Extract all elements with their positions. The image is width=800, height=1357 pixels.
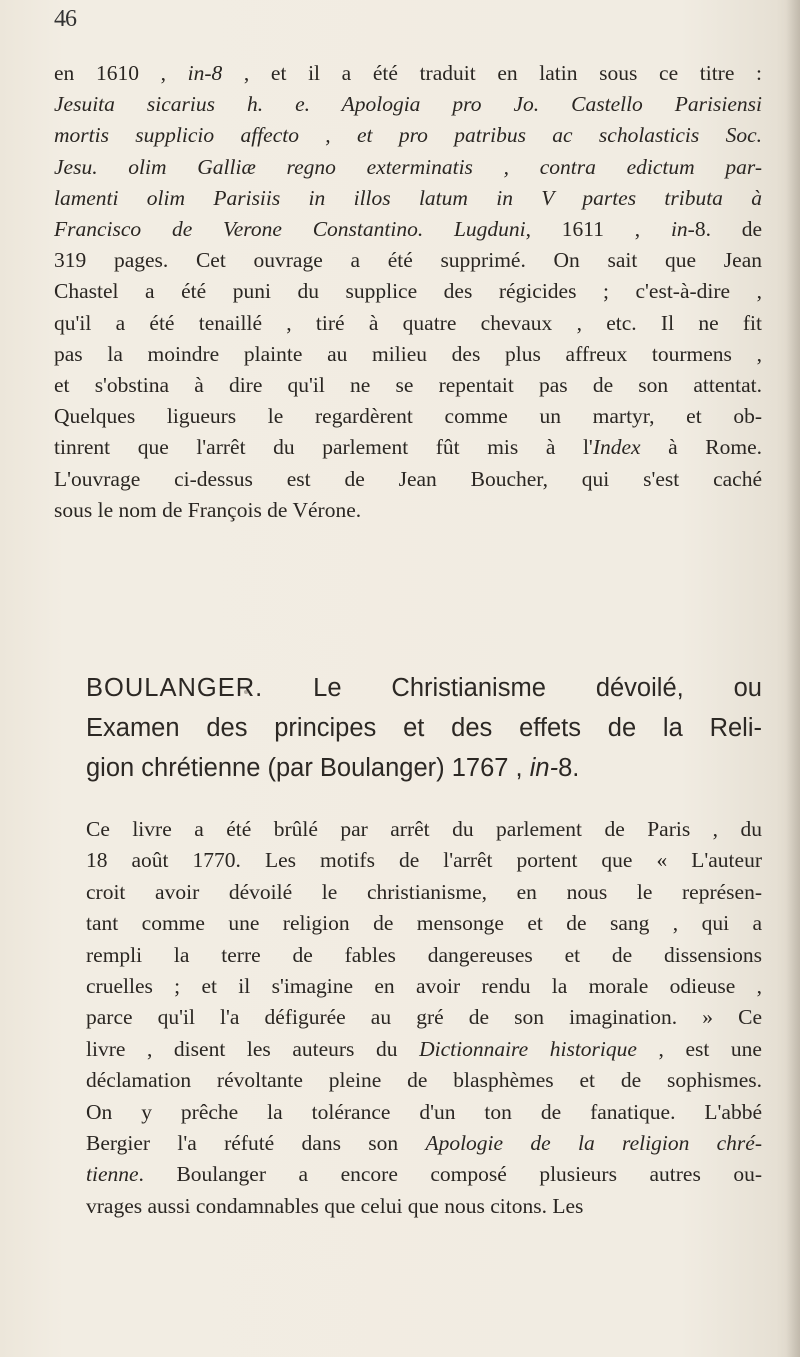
text-line xyxy=(86,877,762,908)
text-line xyxy=(86,1034,762,1065)
text-line xyxy=(54,432,762,463)
text-run: gion chrétienne (par Boulanger) 1767 , xyxy=(86,754,530,782)
italic-text-run: Index xyxy=(592,435,641,460)
heading-line xyxy=(86,668,762,708)
text-run: 18 août 1770. Les motifs de l'arrêt portent que « L'auteur xyxy=(86,848,762,873)
text-line xyxy=(54,58,762,89)
italic-text-run: in-8 xyxy=(187,61,223,85)
author-name: BOULANGER. xyxy=(86,674,264,702)
text-line xyxy=(54,214,762,245)
text-run: déclamation révoltante pleine de blasphèmes et de sophismes. xyxy=(86,1068,762,1093)
text-run: Ce livre a été brûlé par arrêt du parlement de Paris , du xyxy=(86,817,762,841)
italic-text-run: Dictionnaire historique xyxy=(419,1036,637,1061)
heading-line xyxy=(86,748,762,788)
text-line xyxy=(86,1065,762,1096)
italic-text-run: Francisco de Verone Constantino. Lugduni xyxy=(54,217,526,242)
italic-text-run: Apologie de la religion chré- xyxy=(425,1131,762,1156)
text-line xyxy=(54,183,762,214)
text-line xyxy=(54,308,762,339)
text-run: pas la moindre plainte au milieu des plus affreux tourmens , xyxy=(54,341,762,366)
text-line xyxy=(86,908,762,939)
text-run: tant comme une religion de mensonge et de sang , qui a xyxy=(86,911,762,936)
text-run: L'ouvrage ci-dessus est de Jean Boucher, qui s'est caché xyxy=(54,466,762,491)
italic-text-run: tienne xyxy=(86,1162,139,1187)
text-run: livre , disent les auteurs du xyxy=(86,1036,420,1061)
italic-text-run: Jesu. olim Galliæ regno exterminatis , contra edictum par- xyxy=(54,154,762,179)
text-run: à Rome. xyxy=(640,435,762,460)
text-run: 319 pages. Cet ouvrage a été supprimé. On sait que Jean xyxy=(54,248,762,273)
entry-jesuita-sicarius-text xyxy=(54,58,762,526)
text-line xyxy=(86,1159,762,1190)
text-line xyxy=(86,1097,762,1128)
text-line xyxy=(54,120,762,151)
text-run: sous le nom de François de Vérone. xyxy=(54,497,362,522)
italic-text-run: lamenti olim Parisiis in illos latum in V partes tributa à xyxy=(54,185,762,210)
text-line xyxy=(54,495,762,526)
text-line xyxy=(54,245,762,276)
text-run: , 1611 , xyxy=(525,217,671,242)
text-run: en 1610 , xyxy=(54,61,188,85)
text-line xyxy=(54,339,762,370)
entry-boulanger-heading xyxy=(86,668,762,788)
text-run: On y prêche la tolérance d'un ton de fanatique. L'abbé xyxy=(86,1099,762,1124)
text-run: 8. de xyxy=(694,217,763,242)
text-line xyxy=(54,401,762,432)
italic-text-run: mortis supplicio affecto , et pro patribus ac scholasticis Soc. xyxy=(54,123,762,148)
text-line xyxy=(54,370,762,401)
ink-speck xyxy=(244,690,248,694)
text-run: parce qu'il l'a défigurée au gré de son imagination. » Ce xyxy=(86,1005,762,1030)
text-run: rempli la terre de fables dangereuses et de dissensions xyxy=(86,942,762,967)
heading-line xyxy=(86,708,762,748)
italic-text-run: Jesuita sicarius h. e. Apologia pro Jo. Castello Parisiensi xyxy=(54,92,762,117)
italic-text-run: in- xyxy=(529,754,559,782)
text-run: Examen des principes et des effets de la Reli- xyxy=(86,714,762,742)
text-line xyxy=(54,89,762,120)
text-run: qu'il a été tenaillé , tiré à quatre chevaux , etc. Il ne fit xyxy=(54,310,762,335)
text-line xyxy=(86,1002,762,1033)
text-run: cruelles ; et il s'imagine en avoir rendu la morale odieuse , xyxy=(86,974,762,999)
text-line xyxy=(54,464,762,495)
text-run: . Boulanger a encore composé plusieurs autres ou- xyxy=(138,1162,762,1187)
text-run: , et il a été traduit en latin sous ce titre : xyxy=(222,61,762,85)
text-run: Bergier l'a réfuté dans son xyxy=(86,1131,426,1156)
text-run: vrages aussi condamnables que celui que nous citons. Les xyxy=(86,1193,584,1218)
text-run: , est une xyxy=(636,1036,762,1061)
text-run: Le Christianisme dévoilé, ou xyxy=(263,674,762,702)
text-run: Chastel a été puni du supplice des régicides ; c'est-à-dire , xyxy=(54,279,762,304)
text-run: tinrent que l'arrêt du parlement fût mis à l' xyxy=(54,435,593,460)
text-line xyxy=(86,1128,762,1159)
page-edge-shadow xyxy=(786,0,800,1357)
text-line xyxy=(86,1191,762,1222)
text-line xyxy=(86,971,762,1002)
entry-boulanger-text xyxy=(86,814,762,1222)
text-run: Quelques ligueurs le regardèrent comme un martyr, et ob- xyxy=(54,404,762,429)
text-line xyxy=(86,814,762,845)
text-line xyxy=(54,152,762,183)
text-run: et s'obstina à dire qu'il ne se repentait pas de son attentat. xyxy=(54,373,762,398)
text-run: croit avoir dévoilé le christianisme, en nous le représen- xyxy=(86,879,762,904)
page-number: 46 xyxy=(54,6,76,32)
text-run: 8. xyxy=(558,754,580,782)
italic-text-run: in- xyxy=(670,217,695,242)
text-line xyxy=(86,845,762,876)
text-line xyxy=(86,940,762,971)
text-line xyxy=(54,276,762,307)
